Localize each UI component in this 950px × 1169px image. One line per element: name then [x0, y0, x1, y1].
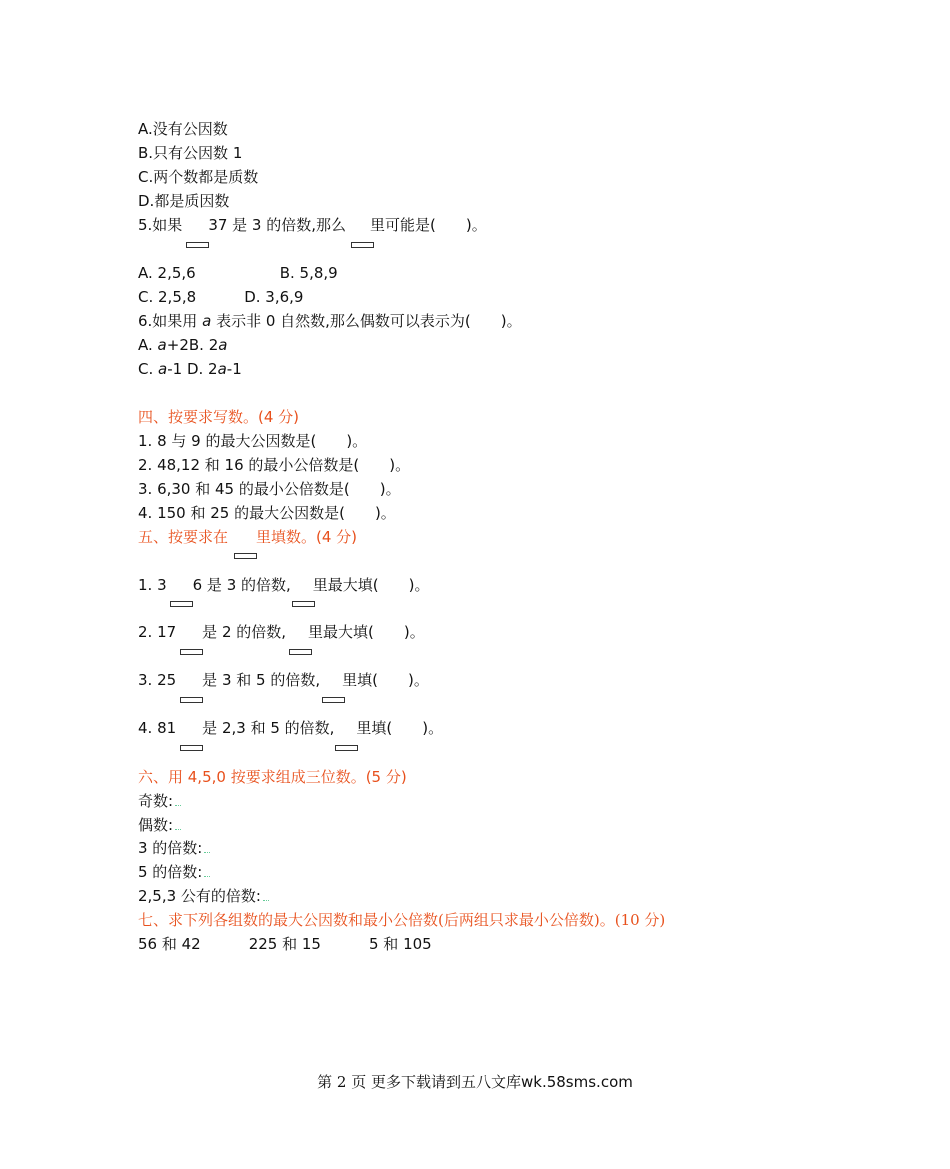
- q5-option-c: C. 2,5,8: [138, 288, 197, 306]
- answer-box: [180, 697, 203, 703]
- section5-item4-text: 是 2,3 和 5 的倍数,: [202, 719, 335, 737]
- q6-stem-part2: 表示非 0 自然数,那么偶数可以表示为( )。: [211, 312, 522, 330]
- section5-item-2: [138, 622, 425, 642]
- section5-item2-number: 2. 17: [138, 623, 177, 641]
- section6-item-label: 偶数:: [138, 816, 174, 834]
- q5-option-d: D. 3,6,9: [244, 288, 304, 306]
- answer-box: [289, 649, 312, 655]
- section5-item3-text: 是 3 和 5 的倍数,: [202, 671, 321, 689]
- q4-option-b: B.只有公因数 1: [138, 144, 243, 162]
- page-footer: [0, 1072, 950, 1092]
- section5-item3-number: 3. 25: [138, 671, 177, 689]
- q5-option-b: B. 5,8,9: [279, 264, 338, 282]
- section5-item1-number: 1. 3: [138, 576, 167, 594]
- q6-option-d-var: a: [217, 360, 227, 378]
- section5-item3-answer: 里填( )。: [342, 671, 429, 689]
- section6-item: [138, 886, 269, 906]
- q6-option-a-rest: +2B. 2: [166, 336, 219, 354]
- section4-title: 四、按要求写数。(4 分): [138, 408, 300, 426]
- section5-item-4: [138, 718, 443, 738]
- q5-stem: [138, 215, 487, 235]
- q6-stem: [138, 311, 522, 331]
- section7-title-main: 七、求下列各组数的最大公因数和最小公倍数: [138, 911, 439, 929]
- section5-item2-answer: 里最大填( )。: [308, 623, 425, 641]
- answer-box: [234, 553, 257, 559]
- q6-variable: a: [202, 312, 212, 330]
- blank-mark: [204, 866, 210, 877]
- q5-stem-part3: 里可能是( )。: [370, 216, 487, 234]
- answer-box: [180, 745, 203, 751]
- section7-group: 225 和 15: [248, 935, 321, 953]
- q4-option-a: A.没有公因数: [138, 120, 228, 138]
- q6-stem-part1: 6.如果用: [138, 312, 203, 330]
- section6-item: [138, 838, 210, 858]
- section5-item1-answer: 里最大填( )。: [312, 576, 430, 594]
- q4-option-c: C.两个数都是质数: [138, 168, 259, 186]
- section5-title: [138, 527, 357, 547]
- section5-item-1: [138, 575, 430, 595]
- answer-box: [322, 697, 345, 703]
- blank-mark: [175, 819, 181, 830]
- section5-item4-number: 4. 81: [138, 719, 177, 737]
- section6-item: [138, 815, 181, 835]
- q6-options-row2: [138, 359, 242, 379]
- q5-options-row2: [138, 287, 303, 307]
- answer-box: [180, 649, 203, 655]
- q5-option-a: A. 2,5,6: [138, 264, 196, 282]
- section6-item-label: 2,5,3 公有的倍数:: [138, 887, 261, 905]
- blank-mark: [263, 890, 269, 901]
- q6-options-row1: [138, 335, 227, 355]
- answer-box: [170, 601, 193, 607]
- section5-item2-text: 是 2 的倍数,: [202, 623, 287, 641]
- blank-mark: [175, 795, 181, 806]
- blank-mark: [204, 842, 210, 853]
- section5-item1-text: 6 是 3 的倍数,: [192, 576, 291, 594]
- q6-option-b-var: a: [218, 336, 228, 354]
- section5-item4-answer: 里填( )。: [356, 719, 444, 737]
- section6-item-label: 5 的倍数:: [138, 863, 203, 881]
- q6-option-a-label: A.: [138, 336, 158, 354]
- section7-group: 56 和 42: [138, 935, 201, 953]
- section6-item-label: 奇数:: [138, 792, 174, 810]
- q5-stem-part2: 37 是 3 的倍数,那么: [208, 216, 347, 234]
- q6-option-d-rest: -1: [226, 360, 242, 378]
- section5-item-3: [138, 670, 429, 690]
- section6-title: 六、用 4,5,0 按要求组成三位数。(5 分): [138, 768, 407, 786]
- section4-item: 3. 6,30 和 45 的最小公倍数是( )。: [138, 480, 401, 498]
- section6-item-label: 3 的倍数:: [138, 839, 203, 857]
- section7-title: [138, 910, 665, 930]
- q6-option-c-var: a: [158, 360, 168, 378]
- section4-item: 4. 150 和 25 的最大公因数是( )。: [138, 504, 396, 522]
- section5-title-part2: 里填数。(4 分): [256, 528, 358, 546]
- q4-option-d: D.都是质因数: [138, 192, 230, 210]
- q5-options-row1: [138, 263, 338, 283]
- answer-box: [292, 601, 315, 607]
- section4-item: 1. 8 与 9 的最大公因数是( )。: [138, 432, 368, 450]
- section7-groups: [138, 934, 432, 954]
- section6-item: [138, 791, 181, 811]
- section7-group: 5 和 105: [368, 935, 432, 953]
- section6-item: [138, 862, 210, 882]
- q6-option-c-rest: -1 D. 2: [167, 360, 218, 378]
- footer-link[interactable]: wk.58sms.com: [521, 1073, 633, 1091]
- section4-item: 2. 48,12 和 16 的最小公倍数是( )。: [138, 456, 411, 474]
- section5-title-part1: 五、按要求在: [138, 528, 229, 546]
- answer-box: [335, 745, 358, 751]
- answer-box: [351, 242, 374, 248]
- q5-stem-part1: 5.如果: [138, 216, 183, 234]
- section7-title-note: (后两组只求最小公倍数)。(10 分): [438, 911, 666, 929]
- answer-box: [186, 242, 209, 248]
- q6-option-a-var: a: [157, 336, 167, 354]
- footer-page-label: 第 2 页 更多下载请到五八文库: [317, 1073, 521, 1091]
- q6-option-c-label: C.: [138, 360, 159, 378]
